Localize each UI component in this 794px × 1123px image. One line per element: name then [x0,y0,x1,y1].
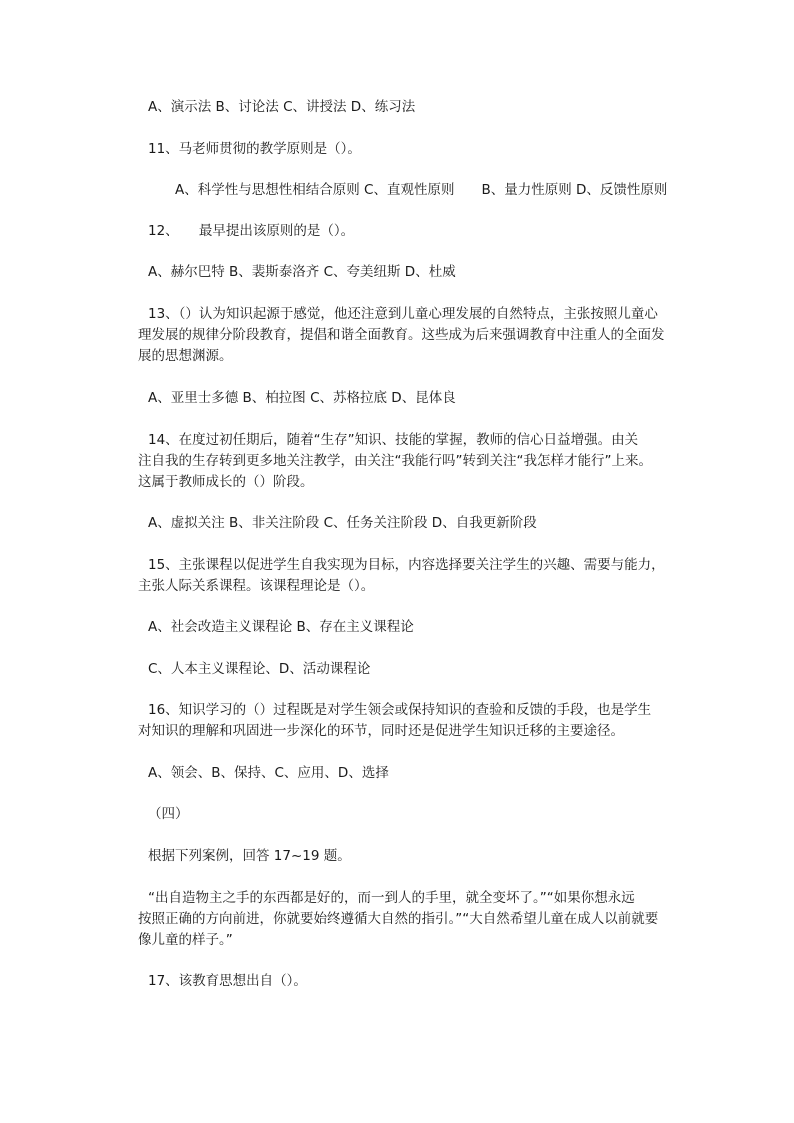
line: 根据下列案例，回答 17~19 题。 [148,848,351,864]
text-line [138,804,698,825]
text-line [138,388,698,409]
text-line [138,659,698,680]
line: 14、在度过初任期后，随着“生存”知识、技能的掌握，教师的信心日益增强。由关 [148,432,639,448]
paragraph [138,700,698,742]
line: 注自我的生存转到更多地关注教学，由关注“我能行吗”转到关注“我怎样才能行”上来。 [138,453,652,469]
line: 16、知识学习的（）过程既是对学生领会或保持知识的查验和反馈的手段，也是学生 [148,702,652,718]
text-line [138,262,698,283]
line: A、演示法 B、讨论法 C、讲授法 D、练习法 [148,99,416,115]
line: 这属于教师成长的（）阶段。 [138,474,314,490]
line: A、赫尔巴特 B、裴斯泰洛齐 C、夸美纽斯 D、杜威 [148,264,456,280]
line: 主张人际关系课程。该课程理论是（）。 [138,578,375,594]
paragraph [138,555,698,597]
text-line [165,180,725,201]
paragraph [138,430,698,493]
line: 12、 最早提出该原则的是（）。 [148,223,355,239]
line: 11、马老师贯彻的教学原则是（）。 [148,141,361,157]
text-line [138,763,698,784]
paragraph [138,304,698,367]
line: 像儿童的样子。” [138,932,233,948]
line: 展的思想渊源。 [138,348,233,364]
line: 按照正确的方向前进，你就要始终遵循大自然的指引。”“大自然希望儿童在成人以前就要 [138,911,659,927]
line: “出自造物主之手的东西都是好的，而一到人的手里，就全变坏了。”“如果你想永远 [148,890,635,906]
line: 对知识的理解和巩固进一步深化的环节，同时还是促进学生知识迁移的主要途径。 [138,723,624,739]
line: 13、（）认为知识起源于感觉，他还注意到儿童心理发展的自然特点，主张按照儿童心 [148,306,658,322]
line: A、社会改造主义课程论 B、存在主义课程论 [148,619,414,635]
text-line [138,139,698,160]
line: A、亚里士多德 B、柏拉图 C、苏格拉底 D、昆体良 [148,390,456,406]
paragraph [138,888,698,951]
line: 15、主张课程以促进学生自我实现为目标，内容选择要关注学生的兴趣、需要与能力， [148,557,665,573]
text-line [138,617,698,638]
line: A、领会、B、保持、C、应用、D、选择 [148,765,389,781]
text-line [138,513,698,534]
line: A、虚拟关注 B、非关注阶段 C、任务关注阶段 D、自我更新阶段 [148,515,537,531]
line: （四） [148,806,189,822]
text-line [138,846,698,867]
line: 理发展的规律分阶段教育，提倡和谐全面教育。这些成为后来强调教育中注重人的全面发 [138,327,665,343]
line: C、人本主义课程论、D、活动课程论 [148,661,371,677]
line: A、科学性与思想性相结合原则 C、直观性原则 B、量力性原则 D、反馈性原则 [175,182,668,198]
text-line [138,97,698,118]
text-line [138,221,698,242]
line: 17、该教育思想出自（）。 [148,973,307,989]
text-line [138,971,698,992]
